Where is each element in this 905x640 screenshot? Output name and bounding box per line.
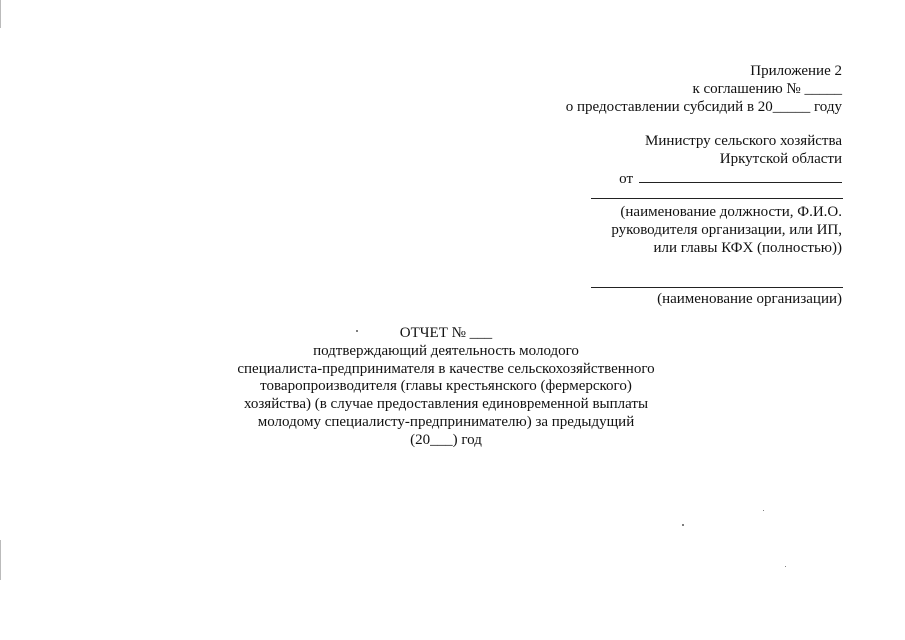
report-heading (180, 324, 712, 449)
appendix-number: Приложение 2 (750, 63, 842, 79)
report-subtitle-line-3: товаропроизводителя (главы крестьянского (фермерского) (260, 378, 632, 395)
person-caption-line-1: (наименование должности, Ф.И.О. (620, 204, 842, 220)
report-subtitle-line-1: подтверждающий деятельность молодого (313, 342, 579, 359)
from-line (619, 168, 842, 186)
from-blank-field[interactable] (639, 168, 842, 183)
addressee-block (619, 132, 842, 186)
scan-speck (356, 330, 358, 332)
addressee-line-2: Иркутской области (719, 151, 842, 167)
scan-edge-mark (0, 540, 1, 580)
person-signature-line[interactable] (591, 198, 843, 199)
report-subtitle-line-2: специалиста-предпринимателя в качестве сельскохозяйственного (237, 360, 655, 377)
organization-caption-text: (наименование организации) (657, 291, 842, 307)
person-caption (611, 203, 842, 257)
report-subtitle-line-5: молодому специалисту-предпринимателю) за предыдущий (257, 413, 635, 430)
organization-caption (657, 290, 842, 308)
person-caption-line-3: или главы КФХ (полностью)) (653, 240, 842, 256)
report-year: (20___) год (410, 431, 482, 448)
organization-blank-line[interactable] (591, 287, 843, 288)
addressee-line-1: Министру сельского хозяйства (645, 133, 842, 149)
appendix-agreement-ref: к соглашению № _____ (692, 81, 842, 97)
from-label: от (619, 171, 633, 187)
report-subtitle-line-4: хозяйства) (в случае предоставления единовременной выплаты (243, 396, 649, 413)
report-title: ОТЧЕТ № ___ (399, 325, 493, 341)
appendix-subsidy-year: о предоставлении субсидий в 20_____ году (565, 99, 842, 115)
person-caption-line-2: руководителя организации, или ИП, (611, 222, 842, 238)
appendix-header (566, 62, 842, 116)
scan-speck (682, 524, 684, 526)
scan-speck (785, 566, 786, 567)
scan-speck (763, 510, 764, 511)
scan-edge-mark (0, 0, 1, 28)
